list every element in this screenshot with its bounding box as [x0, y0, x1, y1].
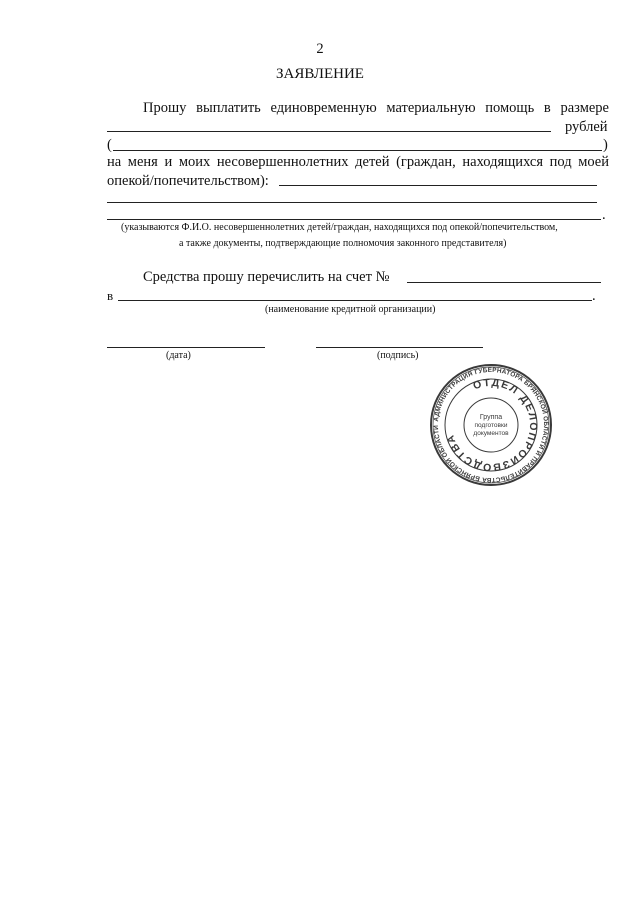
children-hint-line-2: а также документы, подтверждающие полномочия законного представителя)	[179, 238, 507, 249]
bank-end-dot: .	[592, 288, 596, 304]
document-title: ЗАЯВЛЕНИЕ	[276, 66, 364, 82]
signature-field-line[interactable]	[316, 347, 483, 348]
request-line-3: на меня и моих несовершеннолетних детей (граждан, находящихся под моей	[107, 154, 609, 170]
department-stamp	[429, 363, 553, 487]
children-field-line-2[interactable]	[107, 202, 597, 203]
date-field-line[interactable]	[107, 347, 265, 348]
currency-label: рублей	[565, 119, 608, 135]
amount-words-open-paren: (	[107, 137, 112, 153]
amount-field-line[interactable]	[107, 131, 551, 132]
bank-hint: (наименование кредитной организации)	[265, 304, 436, 315]
amount-words-close-paren: )	[603, 137, 608, 153]
account-request-text: Средства прошу перечислить на счет №	[143, 269, 390, 285]
request-line-1: Прошу выплатить единовременную материальную помощь в размере	[143, 100, 609, 116]
account-number-field-line[interactable]	[407, 282, 601, 283]
children-hint-line-1: (указываются Ф.И.О. несовершеннолетних детей/граждан, находящихся под опекой/попечительством,	[121, 222, 558, 233]
signature-label: (подпись)	[377, 350, 419, 361]
bank-prefix: в	[107, 288, 114, 303]
bank-name-field-line[interactable]	[118, 300, 592, 301]
stamp-outer-text: АДМИНИСТРАЦИЯ ГУБЕРНАТОРА БРЯНСКОЙ ОБЛАСТИ И ПРАВИТЕЛЬСТВА БРЯНСКОЙ ОБЛАСТИ	[432, 366, 550, 484]
date-label: (дата)	[166, 350, 191, 361]
children-field-line-3[interactable]	[107, 219, 601, 220]
page-number: 2	[316, 41, 324, 57]
stamp-center-line-2: подготовки	[474, 422, 508, 429]
stamp-middle-text: ОТДЕЛ ДЕЛОПРОИЗВОДСТВА	[444, 376, 540, 474]
children-end-dot: .	[602, 207, 606, 223]
stamp-center-line-1: Группа	[479, 414, 503, 421]
stamp-center-line-3: документов	[473, 430, 509, 437]
children-field-line-1[interactable]	[279, 185, 597, 186]
request-line-4: опекой/попечительством):	[107, 173, 269, 189]
amount-words-field-line[interactable]	[113, 150, 602, 151]
